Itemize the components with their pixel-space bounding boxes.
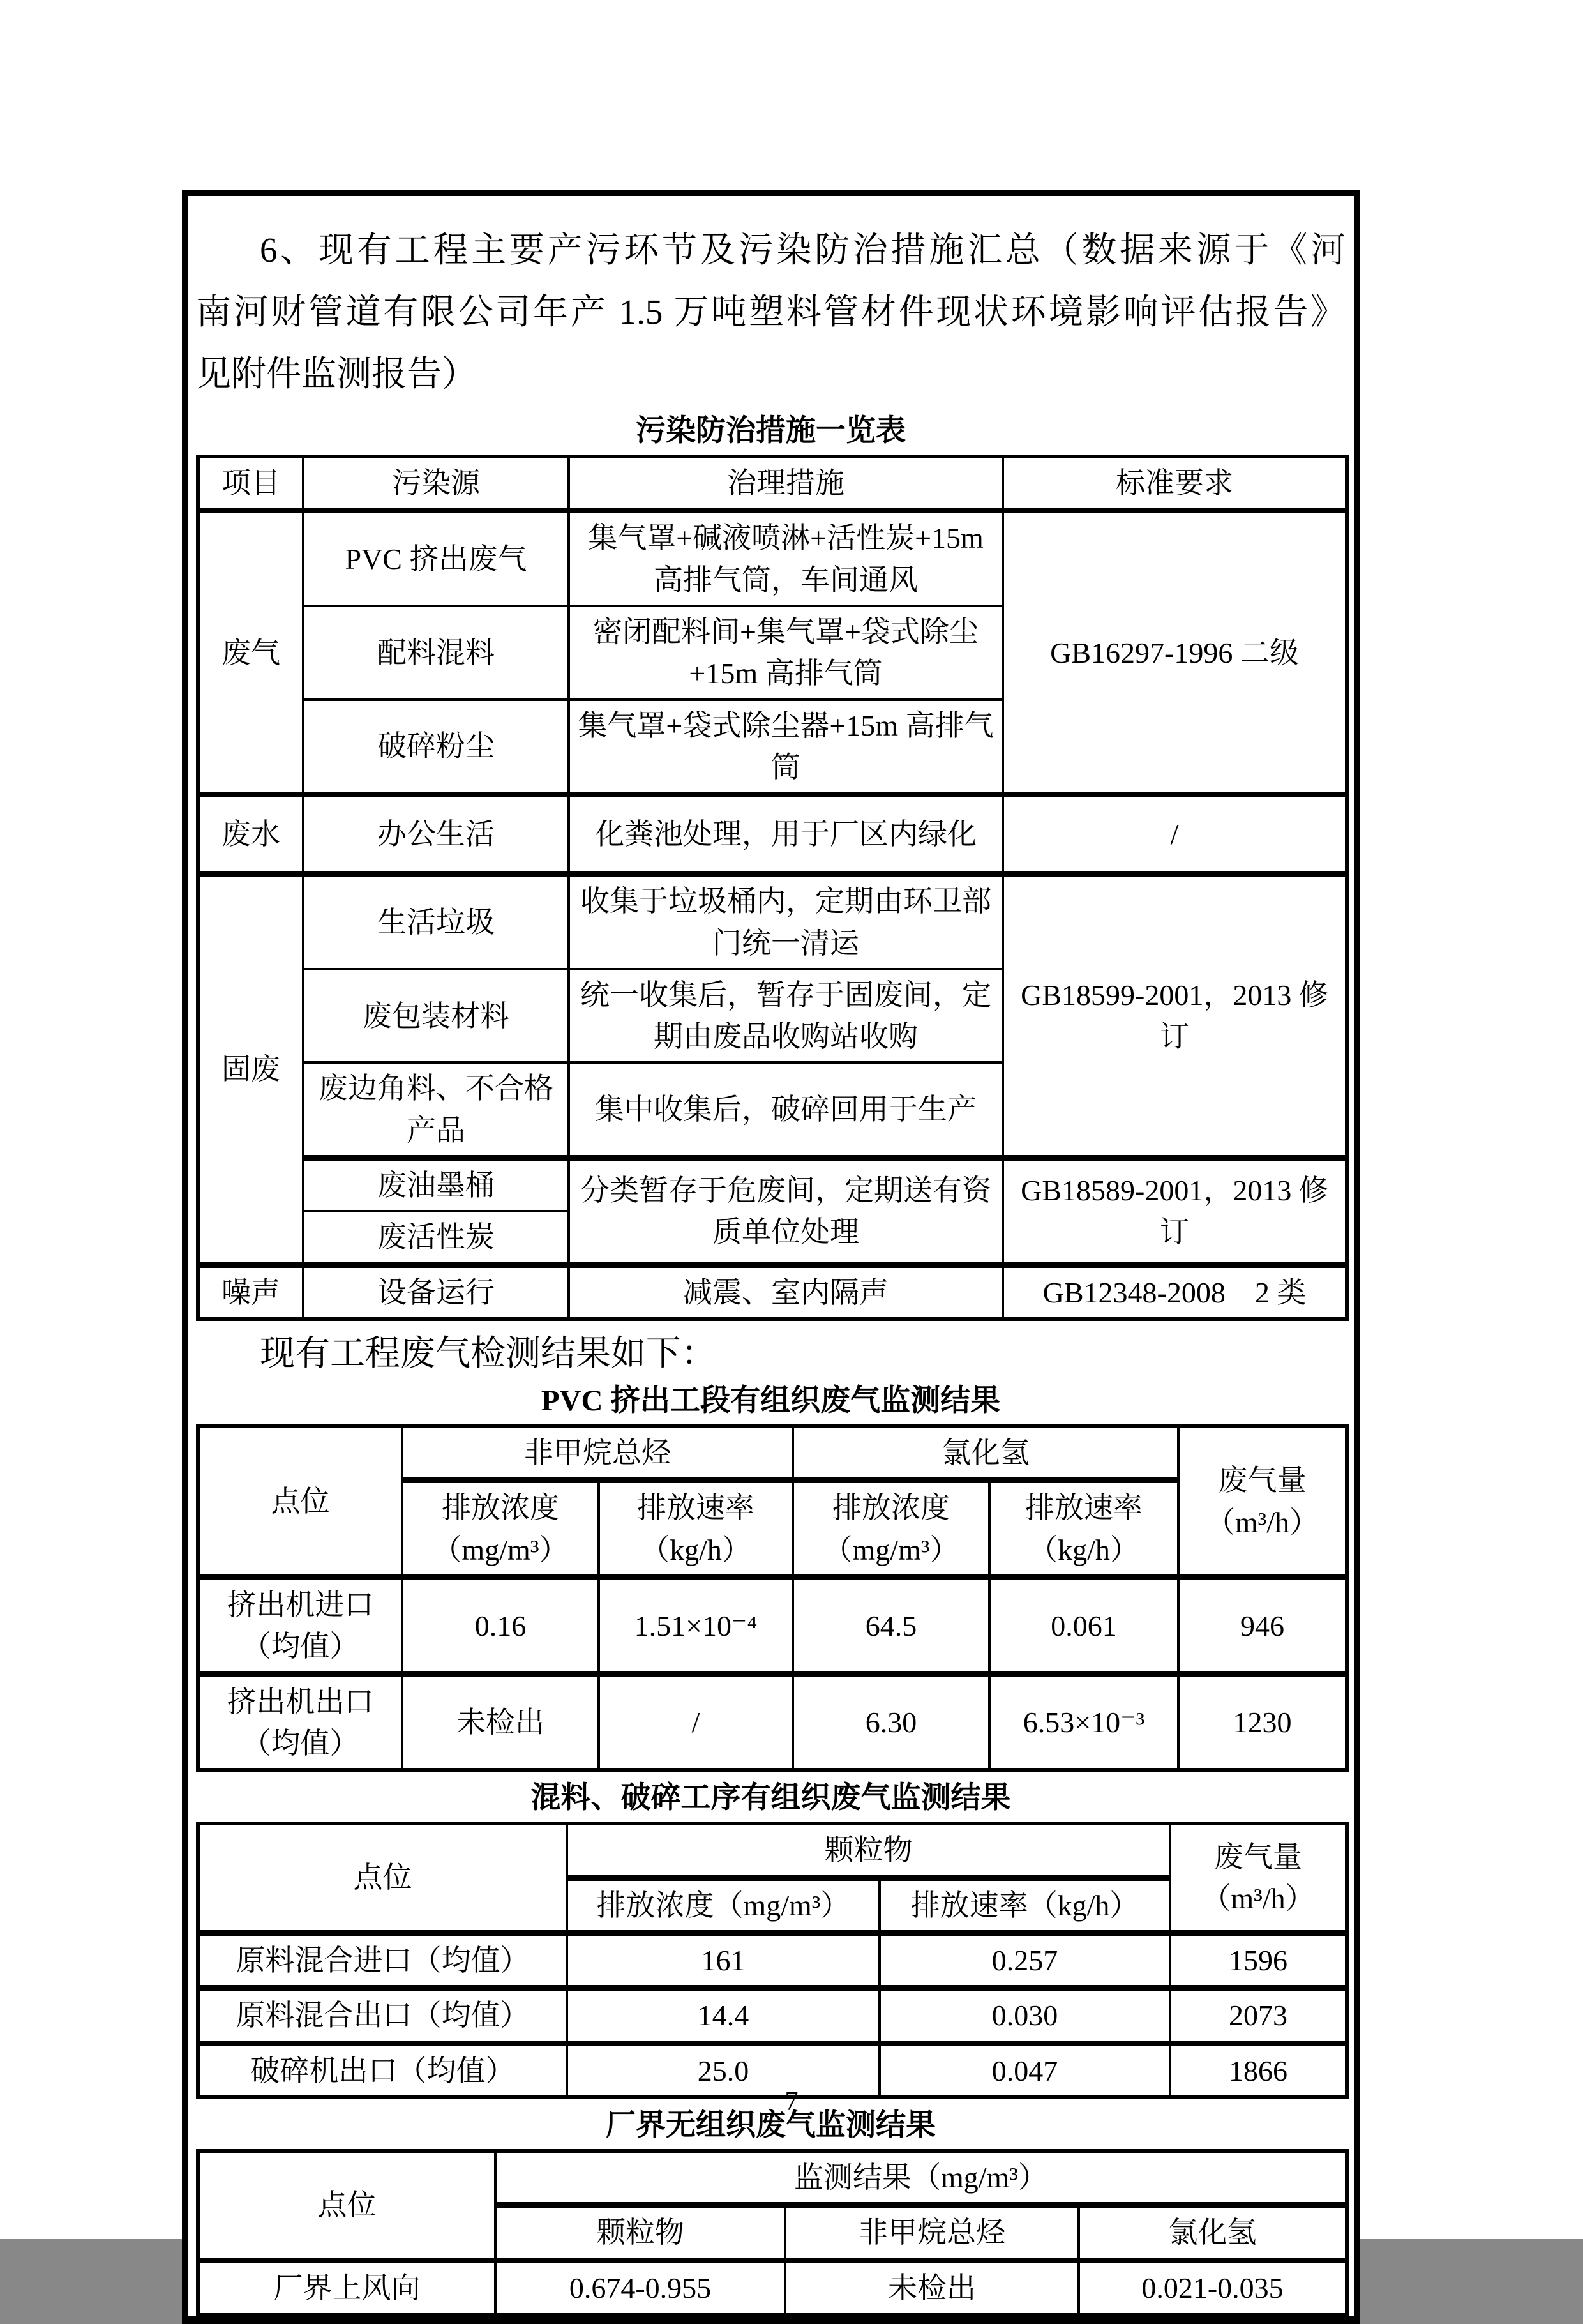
- table-header-cell: 非甲烷总烃: [785, 2205, 1079, 2260]
- monitoring-note: 现有工程废气检测结果如下：: [260, 1334, 717, 1373]
- table-cell: 配料混料: [303, 606, 569, 700]
- table-cell: GB18599-2001，2013 修订: [1003, 874, 1347, 1158]
- table-row: [198, 874, 1347, 969]
- table-cell: 14.4: [567, 1988, 880, 2043]
- table-header-row: [198, 456, 1347, 511]
- table-cell: 0.030: [880, 1988, 1170, 2043]
- table-cell: 1866: [1170, 2043, 1347, 2097]
- category-cell-waste-water: 废水: [198, 795, 303, 874]
- table-cell: 0.674-0.955: [495, 2260, 785, 2314]
- table-cell: 1.51×10⁻⁴: [599, 1578, 793, 1675]
- table-cell: 946: [1178, 1578, 1347, 1675]
- intro-line: 6、现有工程主要产污环节及污染防治措施汇总（数据来源于《河: [260, 230, 1346, 269]
- table-header-cell: 标准要求: [1003, 456, 1347, 511]
- table-row: [198, 1674, 1347, 1770]
- table-cell: 2073: [1170, 1988, 1347, 2043]
- category-cell-noise: 噪声: [198, 1265, 303, 1319]
- table-header-cell: 非甲烷总烃: [402, 1426, 793, 1481]
- table-cell: 未检出: [402, 1674, 599, 1770]
- category-cell-waste-gas: 废气: [198, 511, 303, 795]
- intro-paragraph: [196, 219, 1346, 405]
- table-header-cell: 排放浓度（mg/m³）: [793, 1481, 989, 1578]
- table-cell: PVC 挤出废气: [303, 511, 569, 606]
- table-cell: 挤出机进口（均值）: [198, 1578, 402, 1675]
- table-header-cell: 颗粒物: [495, 2205, 785, 2260]
- table-cell: GB16297-1996 二级: [1003, 511, 1347, 795]
- table-cell: 原料混合出口（均值）: [198, 1988, 567, 2043]
- table-cell: 破碎机出口（均值）: [198, 2043, 567, 2097]
- table-cell: GB18589-2001，2013 修订: [1003, 1158, 1347, 1265]
- intro-line: 南河财管道有限公司年产 1.5 万吨塑料管材件现状环境影响评估报告》: [196, 292, 1346, 331]
- mixing-monitoring-table: [196, 1822, 1349, 2099]
- table-row: [198, 2260, 1347, 2314]
- table-cell: 废活性炭: [303, 1211, 569, 1265]
- table-header-cell: 颗粒物: [567, 1823, 1170, 1878]
- table-header-cell: 废气量（m³/h）: [1178, 1426, 1347, 1577]
- table-header-cell: 排放速率（kg/h）: [880, 1878, 1170, 1933]
- table-cell: 6.53×10⁻³: [989, 1674, 1178, 1770]
- table-header-cell: 点位: [198, 1823, 567, 1933]
- table-cell: 原料混合进口（均值）: [198, 1933, 567, 1988]
- measures-table-title: 污染防治措施一览表: [636, 414, 906, 448]
- table-cell: 收集于垃圾桶内，定期由环卫部门统一清运: [569, 874, 1003, 969]
- extrusion-monitoring-table: [196, 1424, 1349, 1772]
- category-cell-solid-waste: 固废: [198, 874, 303, 1265]
- table-cell: 集气罩+袋式除尘器+15m 高排气筒: [569, 700, 1003, 795]
- table-cell: 0.021-0.035: [1079, 2260, 1347, 2314]
- table-cell: 设备运行: [303, 1265, 569, 1319]
- table-cell: 减震、室内隔声: [569, 1265, 1003, 1319]
- table-header-cell: 排放浓度（mg/m³）: [402, 1481, 599, 1578]
- pollution-measures-table: [196, 455, 1349, 1321]
- extrusion-table-title: PVC 挤出工段有组织废气监测结果: [541, 1384, 1001, 1418]
- table-header-cell: 项目: [198, 456, 303, 511]
- boundary-table-title: 厂界无组织废气监测结果: [606, 2108, 936, 2142]
- table-cell: 厂界上风向: [198, 2260, 495, 2314]
- table-row: [198, 1265, 1347, 1319]
- table-cell: 0.047: [880, 2043, 1170, 2097]
- table-header-cell: 排放速率（kg/h）: [599, 1481, 793, 1578]
- table-header-cell: 排放速率（kg/h）: [989, 1481, 1178, 1578]
- boundary-monitoring-table: [196, 2149, 1349, 2316]
- table-header-cell: 点位: [198, 2151, 495, 2260]
- page-number: 7: [784, 2087, 799, 2116]
- table-cell: 破碎粉尘: [303, 700, 569, 795]
- table-cell: 办公生活: [303, 795, 569, 874]
- table-cell: 64.5: [793, 1578, 989, 1675]
- table-header-cell: 治理措施: [569, 456, 1003, 511]
- content-frame: [182, 190, 1360, 2324]
- table-cell: 0.061: [989, 1578, 1178, 1675]
- mixing-table-title: 混料、破碎工序有组织废气监测结果: [530, 1781, 1011, 1815]
- table-cell: 集中收集后，破碎回用于生产: [569, 1062, 1003, 1158]
- table-header-cell: 监测结果（mg/m³）: [495, 2151, 1347, 2205]
- table-cell: 161: [567, 1933, 880, 1988]
- table-cell: 6.30: [793, 1674, 989, 1770]
- table-header-cell: 污染源: [303, 456, 569, 511]
- table-cell: 挤出机出口（均值）: [198, 1674, 402, 1770]
- table-header-cell: 废气量（m³/h）: [1170, 1823, 1347, 1933]
- table-row: [198, 1578, 1347, 1675]
- table-header-cell: 氯化氢: [1079, 2205, 1347, 2260]
- table-cell: 0.16: [402, 1578, 599, 1675]
- table-cell: 未检出: [785, 2260, 1079, 2314]
- table-header-row: [198, 1823, 1347, 1878]
- table-cell: 废边角料、不合格产品: [303, 1062, 569, 1158]
- table-cell: 0.257: [880, 1933, 1170, 1988]
- table-cell: GB12348-2008 2 类: [1003, 1265, 1347, 1319]
- table-row: [198, 1158, 1347, 1212]
- table-row: [198, 1933, 1347, 1988]
- table-header-cell: 排放浓度（mg/m³）: [567, 1878, 880, 1933]
- table-cell: 废油墨桶: [303, 1158, 569, 1212]
- table-cell: /: [1003, 795, 1347, 874]
- table-row: [198, 1988, 1347, 2043]
- table-cell: 化粪池处理，用于厂区内绿化: [569, 795, 1003, 874]
- table-cell: 1596: [1170, 1933, 1347, 1988]
- table-row: [198, 511, 1347, 606]
- table-cell: 密闭配料间+集气罩+袋式除尘+15m 高排气筒: [569, 606, 1003, 700]
- table-header-row: [198, 2151, 1347, 2205]
- table-cell: 集气罩+碱液喷淋+活性炭+15m 高排气筒，车间通风: [569, 511, 1003, 606]
- table-cell: 废包装材料: [303, 969, 569, 1063]
- table-row: [198, 795, 1347, 874]
- table-header-cell: 点位: [198, 1426, 402, 1577]
- table-header-cell: 氯化氢: [793, 1426, 1178, 1481]
- table-cell: 生活垃圾: [303, 874, 569, 969]
- table-header-row: [198, 1426, 1347, 1481]
- table-cell: 1230: [1178, 1674, 1347, 1770]
- table-cell: /: [599, 1674, 793, 1770]
- table-cell: 统一收集后，暂存于固废间，定期由废品收购站收购: [569, 969, 1003, 1063]
- intro-line: 见附件监测报告）: [196, 354, 477, 393]
- table-cell: 分类暂存于危废间，定期送有资质单位处理: [569, 1158, 1003, 1265]
- table-cell: 25.0: [567, 2043, 880, 2097]
